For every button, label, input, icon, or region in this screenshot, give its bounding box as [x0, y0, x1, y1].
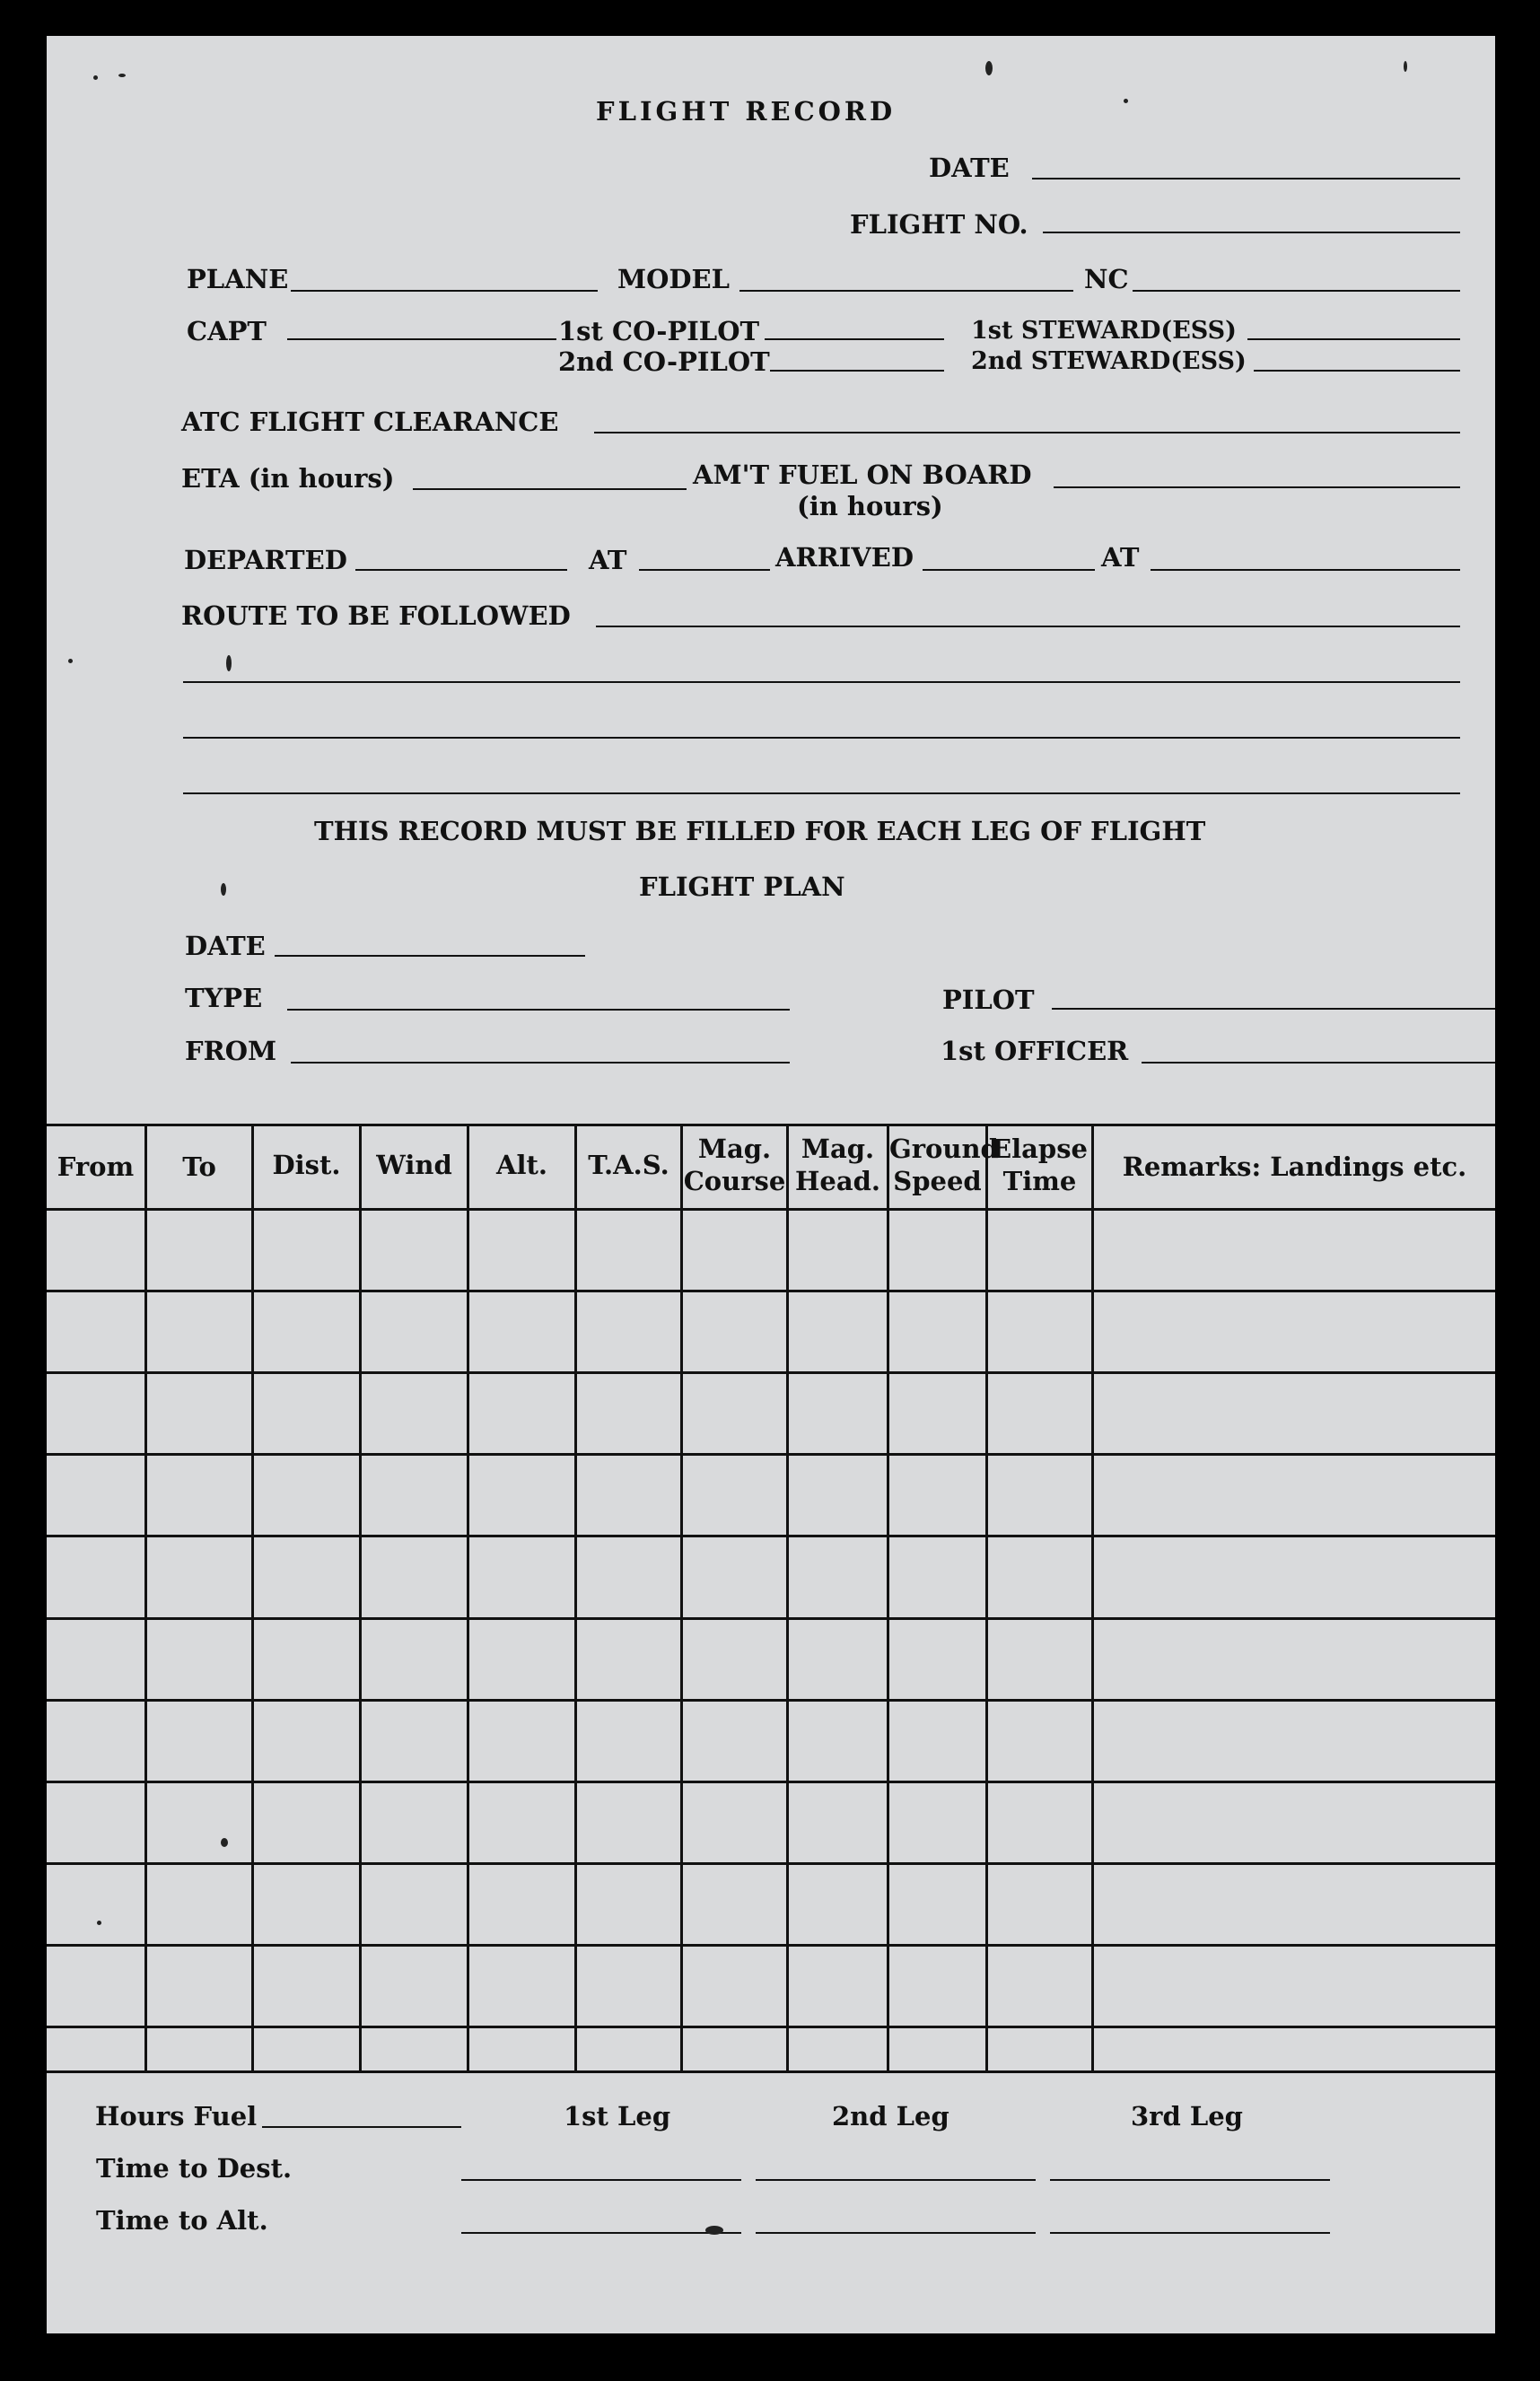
plan-officer-field[interactable]: [1142, 1062, 1495, 1064]
eta-field[interactable]: [413, 488, 687, 490]
plan-date-label: DATE: [185, 931, 266, 961]
scan-speck: [985, 61, 993, 75]
time-to-dest-leg-2[interactable]: [756, 2179, 1036, 2181]
flight-plan-title: FLIGHT PLAN: [639, 871, 845, 902]
co-pilot-2-label: 2nd CO-PILOT: [558, 346, 770, 377]
col-header-ground-speed: Ground Speed: [889, 1134, 999, 1196]
plan-pilot-label: PILOT: [942, 985, 1035, 1015]
arrived-at-label: AT: [1101, 542, 1140, 573]
steward-2-label: 2nd STEWARD(ESS): [971, 347, 1247, 375]
date-field[interactable]: [1032, 178, 1460, 179]
arrived-label: ARRIVED: [775, 542, 914, 573]
model-field[interactable]: [739, 290, 1073, 292]
form-title: FLIGHT RECORD: [596, 96, 897, 127]
col-header-alt: Alt.: [495, 1150, 547, 1180]
route-field-1[interactable]: [596, 626, 1460, 627]
scan-speck: [68, 659, 73, 663]
table-row-rule: [47, 1617, 1495, 1620]
table-row-rule: [47, 1699, 1495, 1702]
nc-label: NC: [1084, 264, 1129, 294]
table-col-rule: [1091, 1124, 1094, 2072]
arrived-at-field[interactable]: [1151, 569, 1460, 571]
scan-speck: [93, 75, 98, 80]
plan-date-field[interactable]: [275, 955, 585, 957]
table-row-rule: [47, 1290, 1495, 1292]
time-to-dest-label: Time to Dest.: [96, 2153, 293, 2184]
eta-label: ETA (in hours): [181, 463, 395, 494]
table-col-rule: [887, 1124, 889, 2072]
col-header-mag-head: Mag. Head.: [794, 1134, 880, 1196]
date-label: DATE: [929, 153, 1010, 183]
departed-at-label: AT: [589, 545, 627, 575]
table-col-rule: [786, 1124, 789, 2072]
table-col-rule: [680, 1124, 683, 2072]
co-pilot-1-field[interactable]: [765, 338, 944, 340]
col-header-remarks: Remarks: Landings etc.: [1122, 1151, 1467, 1182]
table-col-rule: [574, 1124, 577, 2072]
plan-from-field[interactable]: [291, 1062, 790, 1064]
table-col-rule: [985, 1124, 988, 2072]
plane-label: PLANE: [187, 264, 289, 294]
co-pilot-1-label: 1st CO-PILOT: [558, 316, 760, 346]
col-header-dist: Dist.: [272, 1150, 341, 1180]
table-row-rule: [47, 1781, 1495, 1783]
plan-type-label: TYPE: [185, 983, 263, 1013]
time-to-alt-leg-1[interactable]: [461, 2232, 741, 2234]
hours-fuel-label: Hours Fuel: [95, 2101, 258, 2132]
plane-field[interactable]: [291, 290, 598, 292]
atc-clearance-field[interactable]: [594, 432, 1460, 433]
table-header-rule: [47, 1208, 1495, 1211]
leg-3-label: 3rd Leg: [1131, 2101, 1243, 2132]
time-to-alt-label: Time to Alt.: [96, 2205, 268, 2236]
plan-officer-label: 1st OFFICER: [941, 1036, 1129, 1066]
scan-speck: [221, 883, 226, 896]
table-col-rule: [467, 1124, 469, 2072]
fuel-on-board-sublabel: (in hours): [797, 491, 943, 521]
steward-2-field[interactable]: [1254, 370, 1460, 372]
table-row-rule: [47, 1862, 1495, 1865]
fuel-on-board-label: AM'T FUEL ON BOARD: [693, 460, 1032, 490]
flight-no-label: FLIGHT NO.: [850, 209, 1028, 240]
capt-field[interactable]: [287, 338, 556, 340]
table-top-rule: [47, 1124, 1495, 1126]
flight-no-field[interactable]: [1043, 232, 1460, 233]
route-field-4[interactable]: [183, 792, 1460, 794]
table-row-rule: [47, 1371, 1495, 1374]
departed-at-field[interactable]: [639, 569, 770, 571]
time-to-alt-leg-3[interactable]: [1050, 2232, 1330, 2234]
atc-clearance-label: ATC FLIGHT CLEARANCE: [181, 407, 559, 437]
steward-1-field[interactable]: [1247, 338, 1460, 340]
table-col-rule: [359, 1124, 362, 2072]
scan-speck: [118, 74, 126, 77]
col-header-elapse-time: Elapse Time: [992, 1134, 1088, 1196]
model-label: MODEL: [617, 264, 731, 294]
steward-1-label: 1st STEWARD(ESS): [971, 317, 1237, 345]
plan-from-label: FROM: [185, 1036, 277, 1066]
table-row-rule: [47, 2026, 1495, 2028]
scan-speck: [97, 1921, 101, 1925]
col-header-from: From: [57, 1151, 135, 1182]
co-pilot-2-field[interactable]: [770, 370, 944, 372]
notice-text: THIS RECORD MUST BE FILLED FOR EACH LEG OF FLIGHT: [314, 816, 1206, 846]
plan-type-field[interactable]: [287, 1009, 790, 1011]
scan-speck: [1404, 61, 1407, 72]
form-paper: [47, 36, 1495, 2333]
col-header-tas: T.A.S.: [588, 1150, 669, 1180]
col-header-to: To: [182, 1151, 216, 1182]
departed-label: DEPARTED: [184, 545, 347, 575]
arrived-field[interactable]: [923, 569, 1095, 571]
table-col-rule: [251, 1124, 254, 2072]
capt-label: CAPT: [187, 316, 267, 346]
table-row-rule: [47, 1453, 1495, 1456]
departed-field[interactable]: [355, 569, 567, 571]
nc-field[interactable]: [1133, 290, 1460, 292]
table-col-rule: [144, 1124, 147, 2072]
plan-pilot-field[interactable]: [1052, 1008, 1495, 1010]
fuel-on-board-field[interactable]: [1054, 486, 1460, 488]
leg-1-label: 1st Leg: [564, 2101, 671, 2132]
time-to-dest-leg-1[interactable]: [461, 2179, 741, 2181]
scan-speck: [226, 655, 232, 671]
table-row-rule: [47, 1944, 1495, 1947]
time-to-dest-leg-3[interactable]: [1050, 2179, 1330, 2181]
route-label: ROUTE TO BE FOLLOWED: [181, 600, 571, 631]
col-header-mag-course: Mag. Course: [683, 1134, 786, 1196]
scan-speck: [221, 1838, 228, 1847]
route-field-2[interactable]: [183, 681, 1460, 683]
scan-speck: [705, 2226, 723, 2235]
leg-2-label: 2nd Leg: [832, 2101, 949, 2132]
route-field-3[interactable]: [183, 737, 1460, 739]
table-row-rule: [47, 1535, 1495, 1537]
time-to-alt-leg-2[interactable]: [756, 2232, 1036, 2234]
table-bottom-rule: [47, 2070, 1495, 2073]
hours-fuel-field[interactable]: [262, 2126, 461, 2128]
scan-speck: [1124, 99, 1128, 103]
col-header-wind: Wind: [376, 1150, 452, 1180]
